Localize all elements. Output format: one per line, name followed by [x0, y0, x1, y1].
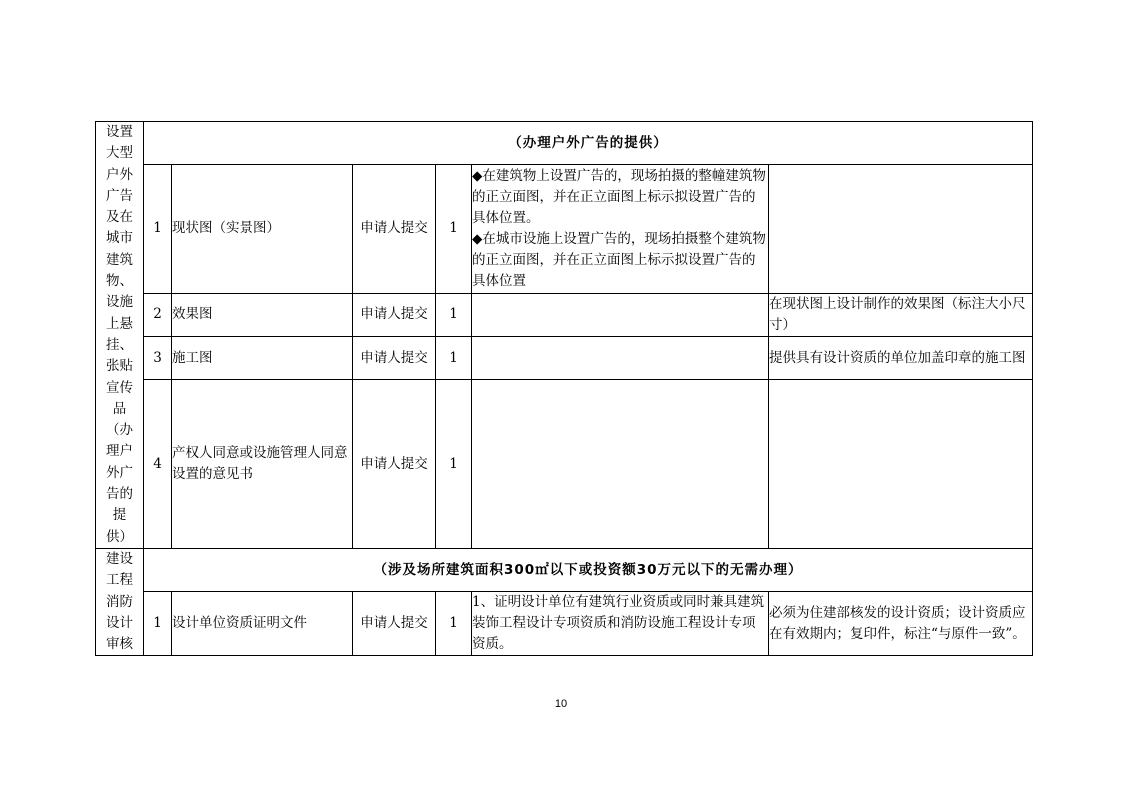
section1-category: 设置大型户外广告及在城市建筑物、设施上悬挂、张贴宣传品（办理户外广告的提供）	[106, 124, 133, 545]
requirement-line: ◆在建筑物上设置广告的，现场拍摄的整幢建筑物的正立面图，并在正立面图上标示拟设置广告的具体位置。	[472, 167, 766, 226]
material-requirements	[472, 293, 769, 336]
material-quantity: 1	[436, 380, 472, 549]
material-requirements	[472, 592, 769, 656]
material-name: 现状图（实景图）	[172, 165, 353, 294]
material-quantity: 1	[436, 293, 472, 336]
page-number: 10	[554, 698, 568, 710]
row-number: 1	[144, 165, 172, 294]
material-name: 效果图	[172, 293, 353, 336]
material-name: 施工图	[172, 336, 353, 379]
materials-table	[95, 121, 1033, 656]
material-source: 申请人提交	[353, 165, 436, 294]
section1-category-cell	[96, 122, 144, 549]
material-note: 必须为住建部核发的设计资质；设计资质应在有效期内；复印件，标注“与原件一致”。	[769, 592, 1033, 656]
section2-category-cell	[96, 548, 144, 655]
section2-category: 建设工程消防设计审核	[106, 550, 133, 653]
requirement-line: ◆在城市设施上设置广告的，现场拍摄整个建筑物的正立面图，并在正立面图上标示拟设置广告的具体位置	[472, 230, 766, 289]
material-note: 提供具有设计资质的单位加盖印章的施工图	[769, 336, 1033, 379]
material-source: 申请人提交	[353, 293, 436, 336]
material-requirements	[472, 380, 769, 549]
section1-banner: （办理户外广告的提供）	[144, 122, 1033, 165]
material-requirements	[472, 336, 769, 379]
table-row	[96, 336, 1033, 379]
material-name: 产权人同意或设施管理人同意设置的意见书	[172, 380, 353, 549]
requirement-line: 1、证明设计单位有建筑行业资质或同时兼具建筑装饰工程设计专项资质和消防设施工程设计专项资质。	[472, 594, 765, 653]
material-quantity: 1	[436, 592, 472, 656]
row-number: 4	[144, 380, 172, 549]
material-source: 申请人提交	[353, 380, 436, 549]
material-quantity: 1	[436, 165, 472, 294]
row-number: 3	[144, 336, 172, 379]
material-quantity: 1	[436, 336, 472, 379]
material-note	[769, 165, 1033, 294]
material-note: 在现状图上设计制作的效果图（标注大小尺寸）	[769, 293, 1033, 336]
material-source: 申请人提交	[353, 336, 436, 379]
table-row	[96, 380, 1033, 549]
row-number: 2	[144, 293, 172, 336]
table-row	[96, 165, 1033, 294]
table-row	[96, 592, 1033, 656]
table-row	[96, 293, 1033, 336]
material-name: 设计单位资质证明文件	[172, 592, 353, 656]
material-note	[769, 380, 1033, 549]
section2-banner: （涉及场所建筑面积300㎡以下或投资额30万元以下的无需办理）	[144, 548, 1033, 591]
material-source: 申请人提交	[353, 592, 436, 656]
row-number: 1	[144, 592, 172, 656]
material-requirements	[472, 165, 769, 294]
